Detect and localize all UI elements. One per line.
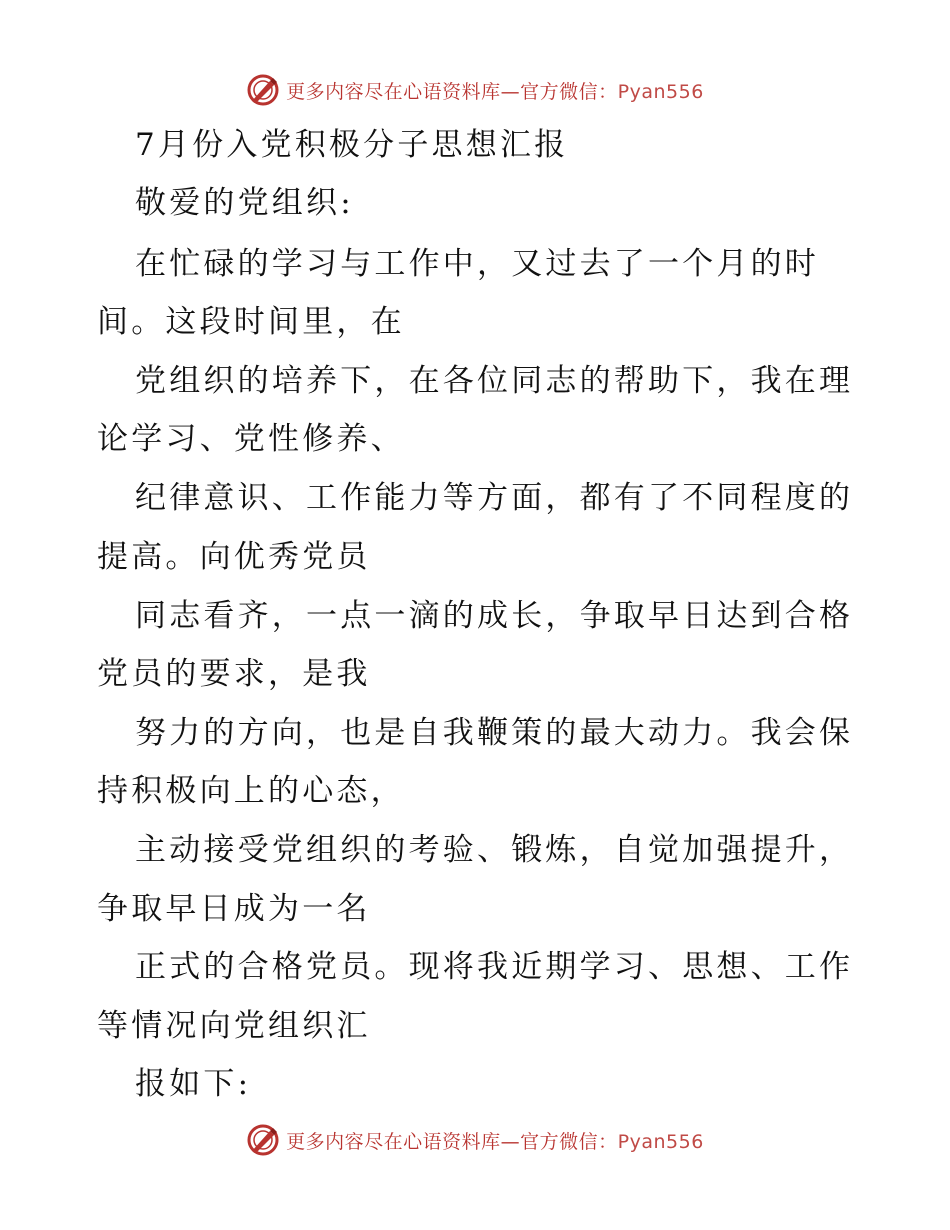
paragraph-line: 争取早日成为一名 [97,891,371,927]
paragraph-line: 等情况向党组织汇 [97,1008,371,1044]
paragraph-line: 纪律意识、工作能力等方面，都有了不同程度的 [135,480,854,516]
pen-logo-icon [246,1123,280,1157]
paragraph-line: 持积极向上的心态， [97,773,405,809]
paragraph-line: 论学习、党性修养、 [97,421,405,457]
paragraph-line: 努力的方向，也是自我鞭策的最大动力。我会保 [135,715,854,751]
header-banner [0,70,950,110]
paragraph-line: 提高。向优秀党员 [97,539,371,575]
pen-logo-icon [246,73,280,107]
paragraph-line: 报如下: [135,1066,252,1102]
banner-text: 更多内容尽在心语资料库—官方微信：Pyan556 [286,1130,704,1153]
banner-text: 更多内容尽在心语资料库—官方微信：Pyan556 [286,80,704,103]
paragraph-line: 主动接受党组织的考验、锻炼，自觉加强提升， [135,832,854,868]
paragraph-line: 在忙碌的学习与工作中，又过去了一个月的时 [135,246,819,282]
wechat-id: Pyan556 [617,80,704,103]
footer-banner [0,1120,950,1160]
wechat-id: Pyan556 [617,1130,704,1153]
paragraph-line: 党组织的培养下，在各位同志的帮助下，我在理 [135,363,854,399]
paragraph-line: 间。这段时间里，在 [97,304,405,340]
doc-title: 7月份入党积极分子思想汇报 [135,127,569,163]
paragraph-line: 正式的合格党员。现将我近期学习、思想、工作 [135,949,854,985]
doc-salutation: 敬爱的党组织: [135,185,354,221]
paragraph-line: 同志看齐，一点一滴的成长，争取早日达到合格 [135,598,854,634]
paragraph-line: 党员的要求，是我 [97,656,371,692]
